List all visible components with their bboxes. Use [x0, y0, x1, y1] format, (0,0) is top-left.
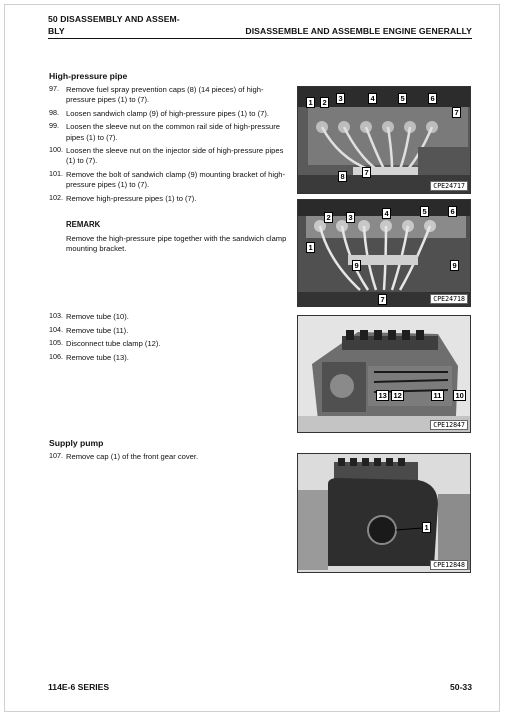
figure-supply-pump	[297, 453, 471, 573]
header-rule	[48, 38, 472, 39]
step-100	[49, 146, 291, 166]
step-text: Remove tube (13).	[66, 352, 129, 362]
callout: 3	[346, 212, 355, 223]
step-number: 104.	[49, 324, 63, 334]
step-text: Remove the bolt of sandwich clamp (9) mounting bracket of high-pressure pipes (1) to (7).	[66, 169, 286, 190]
series-label: 114E-6 SERIES	[48, 682, 110, 692]
step-text: Loosen the sleeve nut on the injector side of high-pressure pipes (1) to (7).	[66, 146, 284, 166]
step-106	[49, 353, 291, 363]
step-number: 98.	[49, 107, 59, 117]
figure-code: CPE24718	[430, 294, 468, 304]
callout: 4	[382, 208, 391, 219]
hp-pipe-steps	[49, 85, 291, 207]
step-number: 107.	[49, 451, 63, 460]
step-text: Remove tube (10).	[66, 312, 129, 321]
callout: 3	[336, 93, 345, 104]
callout: 8	[338, 171, 347, 182]
callout: 4	[368, 93, 377, 104]
step-102	[49, 194, 291, 204]
callout: 1	[422, 522, 431, 533]
supply-pump-steps	[49, 452, 291, 466]
step-number: 101.	[49, 168, 63, 178]
callout: 9	[450, 260, 459, 271]
section-heading	[48, 13, 180, 37]
callout: 10	[453, 390, 466, 401]
supply-pump-title: Supply pump	[49, 438, 104, 448]
callout: 13	[376, 390, 389, 401]
step-103	[49, 312, 291, 322]
step-number: 106.	[49, 351, 63, 361]
section-heading-line1: 50 DISASSEMBLY AND ASSEM-	[48, 14, 180, 24]
hp-pipe-title: High-pressure pipe	[49, 71, 128, 81]
engine-photo-4	[298, 454, 471, 573]
figure-code: CPE12848	[430, 560, 468, 570]
page-title: DISASSEMBLE AND ASSEMBLE ENGINE GENERALLY	[245, 26, 472, 36]
tube-steps	[49, 312, 291, 366]
step-99	[49, 122, 291, 142]
figure-tubes	[297, 315, 471, 433]
callout: 11	[431, 390, 444, 401]
section-heading-line2: BLY	[48, 26, 65, 36]
step-text: Remove high-pressure pipes (1) to (7).	[66, 193, 197, 203]
step-98	[49, 109, 291, 119]
step-number: 100.	[49, 145, 63, 155]
figure-code: CPE12847	[430, 420, 468, 430]
remark-text: Remove the high-pressure pipe together with the sandwich clamp mounting bracket.	[66, 234, 287, 254]
page-number: 50-33	[450, 682, 472, 692]
step-text: Remove fuel spray prevention caps (8) (14 pieces) of high-pressure pipes (1) to (7).	[66, 85, 264, 105]
step-number: 105.	[49, 338, 63, 348]
step-number: 97.	[49, 84, 59, 93]
callout: 7	[452, 107, 461, 118]
step-number: 102.	[49, 192, 63, 202]
figure-hp-pipes-top	[297, 86, 471, 194]
step-104	[49, 326, 291, 336]
step-text: Loosen the sleeve nut on the common rail side of high-pressure pipes (1) to (7).	[66, 122, 281, 142]
callout: 12	[391, 390, 404, 401]
step-text: Disconnect tube clamp (12).	[66, 339, 161, 349]
step-number: 99.	[49, 121, 59, 131]
step-105	[49, 339, 291, 349]
callout: 5	[420, 206, 429, 217]
step-97	[49, 85, 291, 105]
remark-title: REMARK	[66, 220, 101, 229]
callout: 6	[448, 206, 457, 217]
step-101	[49, 170, 291, 190]
figure-code: CPE24717	[430, 181, 468, 191]
callout: 1	[306, 97, 315, 108]
step-text: Loosen sandwich clamp (9) of high-pressure pipes (1) to (7).	[66, 108, 270, 118]
figure-hp-pipes-clamp	[297, 199, 471, 307]
step-text: Remove cap (1) of the front gear cover.	[66, 452, 199, 461]
callout: 6	[428, 93, 437, 104]
step-text: Remove tube (11).	[66, 325, 129, 335]
callout: 1	[306, 242, 315, 253]
callout: 2	[320, 97, 329, 108]
callout: 2	[324, 212, 333, 223]
step-107	[49, 452, 291, 462]
step-number: 103.	[49, 311, 63, 320]
callout: 7	[378, 294, 387, 305]
callout: 7	[362, 167, 371, 178]
callout: 5	[398, 93, 407, 104]
engine-photo-3	[298, 316, 471, 433]
callout: 9	[352, 260, 361, 271]
